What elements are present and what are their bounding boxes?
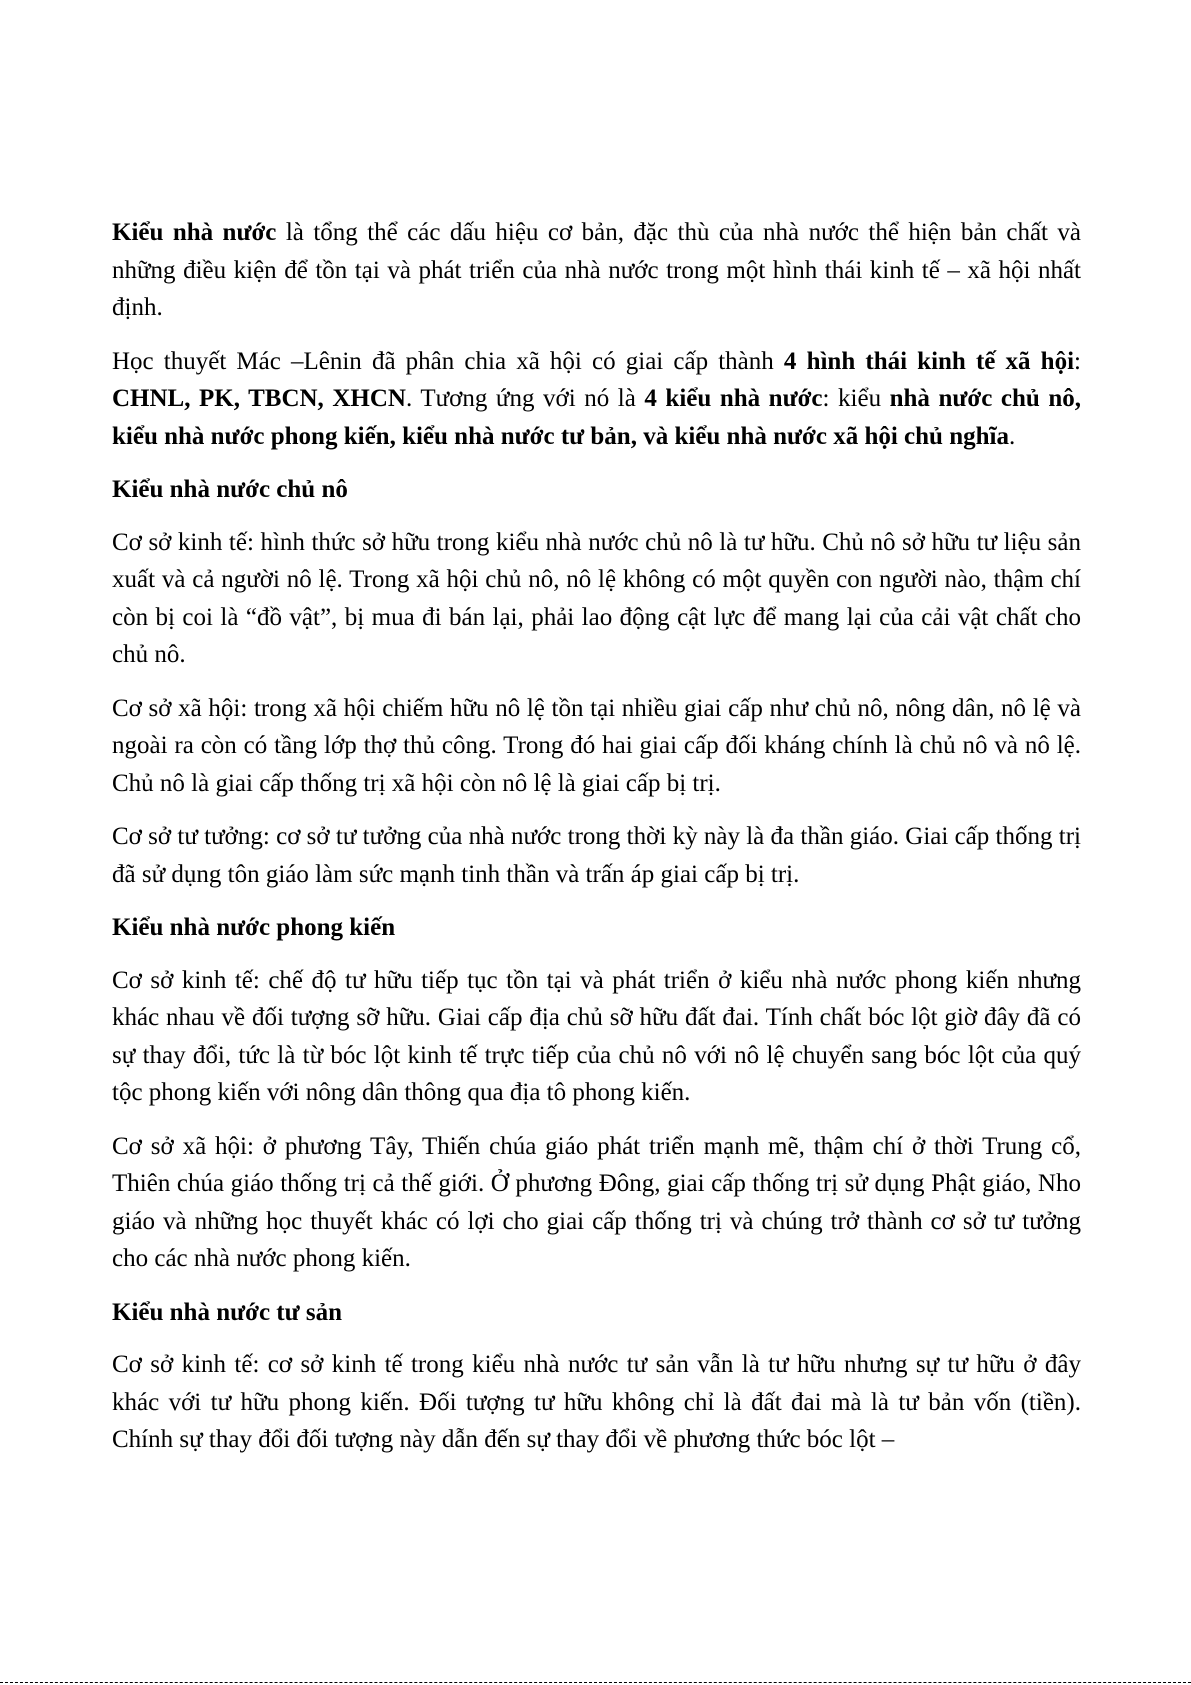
footer-divider	[0, 1682, 1191, 1683]
section-paragraph: Cơ sở kinh tế: chế độ tư hữu tiếp tục tồn tại và phát triển ở kiểu nhà nước phong kiến nhưng khác nhau về đối tượng sỡ hữu. Giai cấp địa chủ sỡ hữu đất đai. Tính chất bóc lột giờ đây đã có sự thay đổi, tức là từ bóc lột kinh tế trực tiếp của chủ nô với nô lệ chuyển sang bóc lột của quý tộc phong kiến với nông dân thông qua địa tô phong kiến.	[112, 966, 1081, 1106]
section-heading-slave-state: Kiểu nhà nước chủ nô	[112, 476, 348, 503]
definition-text: là tổng thể các dấu hiệu cơ bản, đặc thù của nhà nước thể hiện bản chất và những điều kiện để tồn tại và phát triển của nhà nước trong một hình thái kinh tế – xã hội nhất định.	[112, 219, 1082, 321]
bold-run: nhà nước chủ nô, kiểu nhà nước phong kiến, kiểu nhà nước tư bản, và kiểu nhà nước xã hội chủ nghĩa	[112, 385, 1081, 450]
text-run: : kiểu	[822, 385, 890, 412]
section-paragraph: Cơ sở kinh tế: cơ sở kinh tế trong kiểu nhà nước tư sản vẫn là tư hữu nhưng sự tư hữu ở đây khác với tư hữu phong kiến. Đối tượng tư hữu không chỉ là đất đai mà là tư bản vốn (tiền). Chính sự thay đổi đối tượng này dẫn đến sự thay đổi về phương thức bóc lột –	[112, 1351, 1081, 1453]
definition-term: Kiểu nhà nước	[112, 219, 277, 246]
bold-run: CHNL, PK, TBCN, XHCN	[112, 385, 406, 412]
section-paragraph: Cơ sở kinh tế: hình thức sở hữu trong kiểu nhà nước chủ nô là tư hữu. Chủ nô sở hữu tư liệu sản xuất và cả người nô lệ. Trong xã hội chủ nô, nô lệ không có một quyền con người nào, thậm chí còn bị coi là “đồ vật”, bị mua đi bán lại, phải lao động cật lực để mang lại của cải vật chất cho chủ nô.	[112, 528, 1081, 668]
text-run: :	[1074, 347, 1081, 375]
section-heading-feudal-state: Kiểu nhà nước phong kiến	[112, 914, 396, 941]
bold-run: 4 kiểu nhà nước	[644, 385, 823, 412]
classification-paragraph	[112, 343, 1081, 456]
definition-paragraph	[112, 214, 1081, 327]
section-heading-bourgeois-state: Kiểu nhà nước tư sản	[112, 1298, 343, 1326]
bold-run: 4 hình thái kinh tế xã hội	[783, 347, 1075, 375]
section-paragraph: Cơ sở xã hội: trong xã hội chiếm hữu nô lệ tồn tại nhiều giai cấp như chủ nô, nông dân, nô lệ và ngoài ra còn có tầng lớp thợ thủ công. Trong đó hai giai cấp đối kháng chính là chủ nô và nô lệ. Chủ nô là giai cấp thống trị xã hội còn nô lệ là giai cấp bị trị.	[112, 694, 1081, 797]
document-page	[112, 214, 1081, 1475]
section-paragraph: Cơ sở xã hội: ở phương Tây, Thiến chúa giáo phát triển mạnh mẽ, thậm chí ở thời Trung cổ, Thiên chúa giáo thống trị cả thế giới. Ở phương Đông, giai cấp thống trị sử dụng Phật giáo, Nho giáo và những học thuyết khác có lợi cho giai cấp thống trị và chúng trở thành cơ sở tư tưởng cho các nhà nước phong kiến.	[112, 1132, 1081, 1272]
section-paragraph: Cơ sở tư tưởng: cơ sở tư tưởng của nhà nước trong thời kỳ này là đa thần giáo. Giai cấp thống trị đã sử dụng tôn giáo làm sức mạnh tinh thần và trấn áp giai cấp bị trị.	[112, 823, 1081, 888]
text-run: . Tương ứng với nó là	[405, 385, 645, 412]
text-run: Học thuyết Mác –Lênin đã phân chia xã hội có giai cấp thành	[112, 347, 784, 375]
text-run: .	[1008, 422, 1016, 450]
